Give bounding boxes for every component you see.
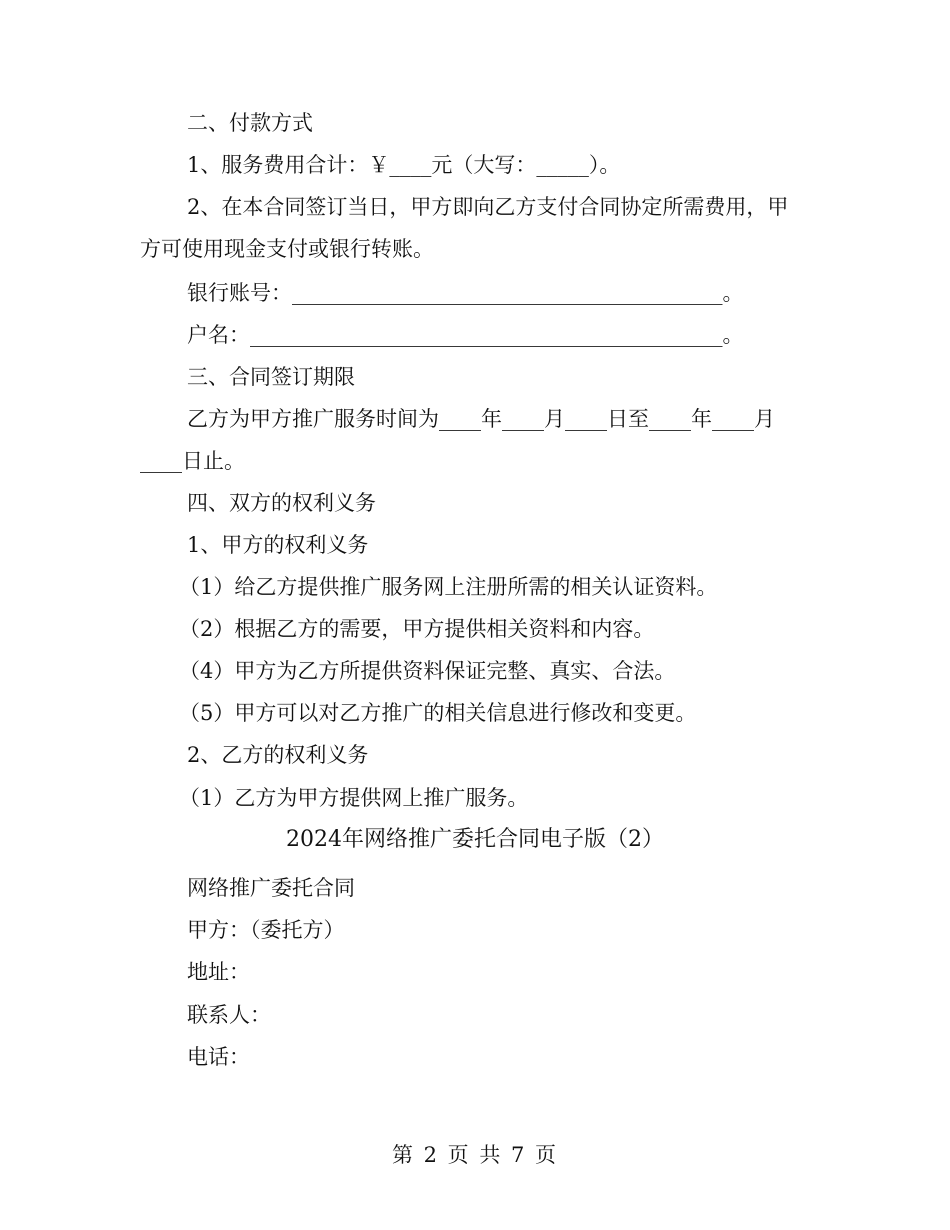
- list-item: （1）乙方为甲方提供网上推广服务。: [179, 786, 529, 810]
- paragraph-line: 乙方为甲方推广服务时间为____年____月____日至____年____月: [187, 407, 775, 431]
- address-label: 地址：: [187, 960, 250, 984]
- phone-label: 电话：: [187, 1045, 250, 1069]
- paragraph-line: 方可使用现金支付或银行转账。: [140, 237, 434, 261]
- party-a-label: 甲方：（委托方）: [187, 918, 345, 942]
- section-title: 2024年网络推广委托合同电子版（2）: [286, 827, 664, 852]
- page-footer: 第 2 页 共 7 页: [391, 1143, 559, 1167]
- paragraph-line: 1、服务费用合计：￥____元（大写：_____）。: [187, 153, 621, 177]
- section-heading-payment: 二、付款方式: [187, 111, 313, 135]
- account-name-line: 户名：_____________________________________________。: [187, 323, 744, 347]
- subheading-party-a: 1、甲方的权利义务: [187, 533, 369, 557]
- list-item: （2）根据乙方的需要，甲方提供相关资料和内容。: [179, 617, 655, 641]
- list-item: （5）甲方可以对乙方推广的相关信息进行修改和变更。: [179, 701, 697, 725]
- paragraph-line: 2、在本合同签订当日，甲方即向乙方支付合同协定所需费用，甲: [187, 195, 789, 219]
- section-heading-term: 三、合同签订期限: [187, 365, 355, 389]
- contact-label: 联系人：: [187, 1003, 271, 1027]
- paragraph-line: ____日止。: [140, 449, 245, 473]
- subheading-party-b: 2、乙方的权利义务: [187, 743, 369, 767]
- contract-name: 网络推广委托合同: [187, 876, 355, 900]
- list-item: （1）给乙方提供推广服务网上注册所需的相关认证资料。: [179, 575, 718, 599]
- section-heading-rights: 四、双方的权利义务: [187, 491, 376, 515]
- list-item: （4）甲方为乙方所提供资料保证完整、真实、合法。: [179, 659, 676, 683]
- bank-account-line: 银行账号：_________________________________________。: [187, 281, 744, 305]
